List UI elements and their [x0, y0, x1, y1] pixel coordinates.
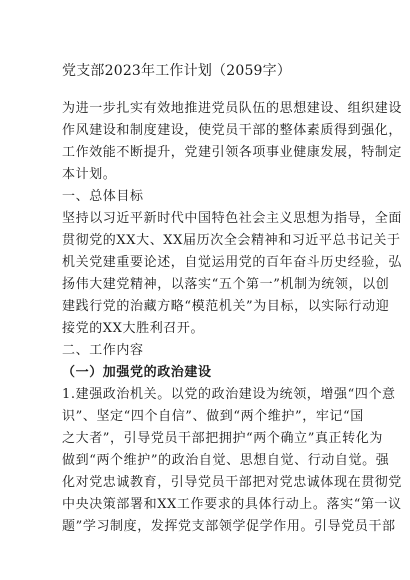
paragraph-line: 之大者”，引导党员干部把拥护“两个确立”真正转化为	[62, 431, 383, 446]
document-body	[62, 98, 403, 538]
paragraph-line: 题”学习制度，发挥党支部领学促学作用。引导党员干部	[62, 519, 396, 534]
paragraph-line: 1.建强政治机关。以党的政治建设为统领，增强“四个意	[62, 387, 396, 402]
paragraph-line: 中央决策部署和XX工作要求的具体行动上。落实“第一议	[62, 497, 402, 512]
document-title: 党支部2023年工作计划（2059字）	[62, 63, 292, 79]
paragraph-line: 坚持以习近平新时代中国特色社会主义思想为指导，全面	[62, 211, 403, 226]
subsection-heading: （一）加强党的政治建设	[62, 365, 212, 380]
section-heading: 二、工作内容	[62, 343, 144, 358]
paragraph-line: 机关党建重要论述，自觉运用党的百年奋斗历史经验，弘	[62, 255, 403, 270]
paragraph-line: 化对党忠诚教育，引导党员干部把对党忠诚体现在贯彻党	[62, 475, 403, 490]
paragraph-line: 识”、坚定“四个自信”、做到“两个维护”，牢记“国	[62, 409, 364, 424]
paragraph-line: 接党的XX大胜利召开。	[62, 321, 205, 336]
paragraph-line: 作风建设和制度建设，使党员干部的整体素质得到强化，	[62, 123, 403, 138]
paragraph-line: 贯彻党的XX大、XX届历次全会精神和习近平总书记关于	[62, 233, 401, 248]
paragraph-line: 建践行党的治藏方略“模范机关”为目标，以实际行动迎	[62, 299, 390, 314]
paragraph-line: 扬伟大建党精神，以落实“五个第一”机制为统领，以创	[62, 277, 390, 292]
paragraph-line: 为进一步扎实有效地推进党员队伍的思想建设、组织建设	[62, 101, 403, 116]
section-heading: 一、总体目标	[62, 189, 144, 204]
paragraph-line: 本计划。	[62, 167, 117, 182]
paragraph-line: 做到“两个维护”的政治自觉、思想自觉、行动自觉。强	[62, 453, 390, 468]
paragraph-line: 工作效能不断提升，党建引领各项事业健康发展，特制定	[62, 145, 403, 160]
